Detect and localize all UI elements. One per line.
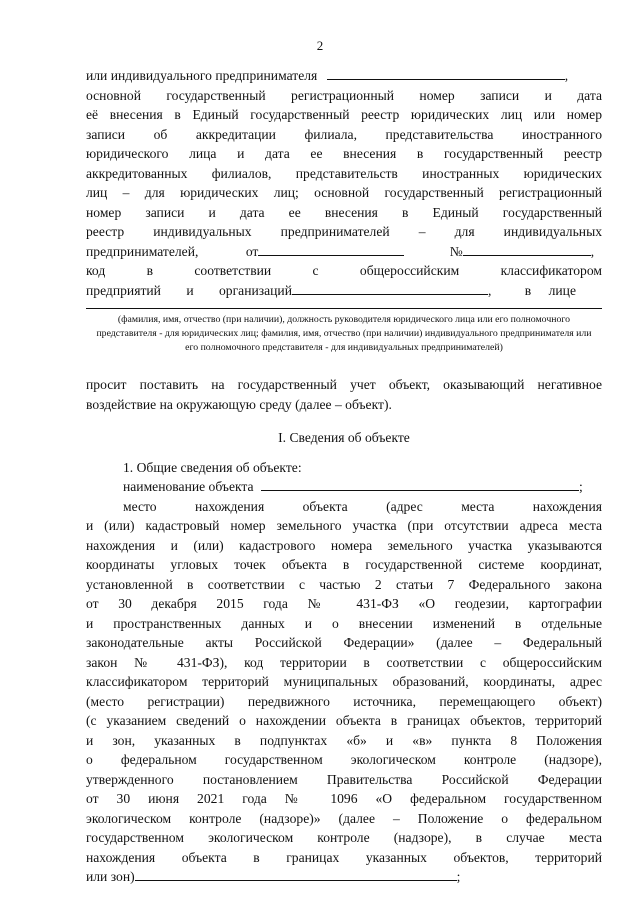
location-line: от 30 декабря 2015 года № 431-ФЗ «О геодезии, картографии bbox=[86, 596, 602, 611]
intro-line: лиц – для юридических лиц; основной государственный регистрационный bbox=[86, 185, 602, 200]
okpo-label: предприятий и организаций bbox=[86, 282, 292, 298]
location-line: и зон, указанных в подпунктах «б» и «в» пункта 8 Положения bbox=[86, 732, 602, 748]
intro-line: юридического лица и дата ее внесения в государственный реестр bbox=[86, 146, 602, 161]
location-line: место нахождения объекта (адрес места нахождения bbox=[123, 498, 602, 514]
location-line: от 30 июня 2021 года № 1096 «О федеральном государственном bbox=[86, 791, 602, 806]
intro-line: аккредитованных филиалов, представительств иностранных юридических bbox=[86, 165, 602, 181]
location-line: утвержденного постановлением Правительства Российской Федерации bbox=[86, 771, 602, 787]
representative-blank[interactable] bbox=[86, 308, 602, 309]
intro-line: основной государственный регистрационный номер записи и дата bbox=[86, 87, 602, 103]
number-label: № bbox=[449, 243, 463, 259]
location-line: (место регистрации) передвижного источника, перемещающего объект) bbox=[86, 693, 602, 709]
item1-title: 1. Общие сведения об объекте: bbox=[123, 459, 302, 475]
entrepreneur-blank[interactable] bbox=[327, 66, 565, 80]
document-body bbox=[86, 66, 602, 887]
entrepreneur-label: или индивидуального предпринимателя bbox=[86, 68, 318, 83]
location-line: государственном экологическом контроле (надзоре), в случае места bbox=[86, 830, 602, 845]
zones-semicolon: ; bbox=[456, 869, 461, 884]
zones-blank[interactable] bbox=[135, 867, 457, 881]
intro-line: её внесения в Единый государственный реестр юридических лиц или номер bbox=[86, 107, 602, 122]
entrepreneur-line bbox=[86, 66, 602, 86]
location-line: законодательные акты Российской Федерации» (далее – Федеральный bbox=[86, 635, 602, 650]
location-line: и пространственных данных и о внесении изменений в отдельные bbox=[86, 615, 602, 631]
location-line: о федеральном государственном экологическом контроле (надзоре), bbox=[86, 752, 602, 767]
location-line: (с указанием сведений о нахождении объекта в границах объектов, территорий bbox=[86, 713, 602, 728]
entrepreneur-comma: , bbox=[564, 68, 569, 83]
intro-line: реестр индивидуальных предпринимателей – для индивидуальных bbox=[86, 224, 602, 239]
object-name-blank[interactable] bbox=[261, 477, 579, 491]
okpo-blank[interactable] bbox=[292, 281, 488, 295]
location-line: установленной в соответствии с частью 2 статьи 7 Федерального закона bbox=[86, 576, 602, 592]
location-line: экологическом контроле (надзоре)» (далее – Положение о федеральном bbox=[86, 810, 602, 826]
object-name-line bbox=[86, 477, 602, 497]
in-person-label: в лице bbox=[524, 282, 576, 298]
location-line: классификатором территорий муниципальных образований, координаты, адрес bbox=[86, 674, 602, 689]
object-name-semicolon: ; bbox=[578, 479, 583, 494]
location-line: нахождения и (или) кадастрового номера земельного участка указываются bbox=[86, 537, 602, 553]
okpo-comma: , bbox=[487, 282, 492, 298]
intro-line: номер записи и дата ее внесения в Единый государственный bbox=[86, 204, 602, 220]
location-line: координаты угловых точек объекта в государственной системе координат, bbox=[86, 557, 602, 572]
number-comma: , bbox=[590, 243, 595, 259]
representative-caption: (фамилия, имя, отчество (при наличии), должность руководителя юридического лица или его полномочного представителя - для юридических лиц; фамилия, имя, отчество (при наличии) индивидуального предпринимателя или его полномочного представителя - для индивидуальных предпринимателей) bbox=[96, 314, 592, 353]
object-name-label: наименование объекта bbox=[123, 479, 254, 494]
date-number-line bbox=[86, 242, 602, 262]
page-number: 2 bbox=[316, 38, 324, 53]
date-blank[interactable] bbox=[258, 242, 404, 256]
entrepreneurs-word: предпринимателей, bbox=[86, 243, 199, 259]
number-blank[interactable] bbox=[463, 242, 591, 256]
request-line: воздействие на окружающую среду (далее – объект). bbox=[86, 396, 392, 412]
zones-label: или зон) bbox=[86, 869, 135, 884]
zones-line bbox=[86, 867, 602, 887]
from-label: от bbox=[245, 243, 259, 259]
section-title: I. Сведения об объекте bbox=[278, 430, 410, 445]
code-line: код в соответствии с общероссийским классификатором bbox=[86, 263, 602, 278]
request-line: просит поставить на государственный учет объект, оказывающий негативное bbox=[86, 377, 602, 392]
location-line: и (или) кадастровый номер земельного участка (при отсутствии адреса места bbox=[86, 518, 602, 533]
location-line: закон № 431-ФЗ), код территории в соответствии с общероссийским bbox=[86, 654, 602, 670]
intro-line: записи об аккредитации филиала, представительства иностранного bbox=[86, 126, 602, 142]
okpo-line bbox=[86, 281, 602, 301]
location-line: нахождения объекта в границах указанных объектов, территорий bbox=[86, 849, 602, 865]
